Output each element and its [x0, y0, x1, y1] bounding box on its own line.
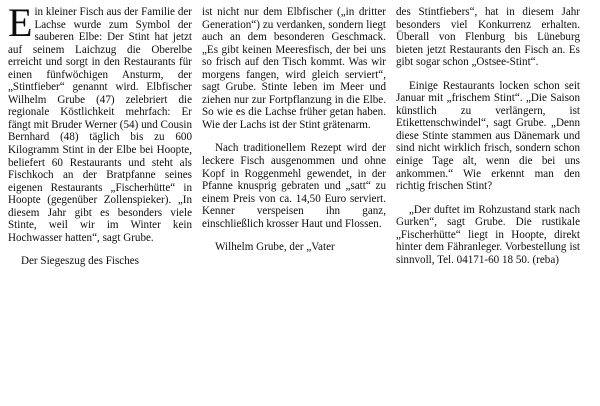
- article-paragraph: ist nicht nur dem Elbfischer („in dritter Generation“) zu verdanken, sondern liegt auch an dem besonderen Geschmack. „Es gibt keinen Meeresfisch, der bei uns so frisch auf den Tisch kommt. Was wir morgens fangen, wird gleich serviert“, sagt Grube. Stinte leben im Meer und ziehen nur zur Fortpflanzung in die Elbe. So wie es die Lachse früher getan haben. Wie der Lachs ist der Stint grätenarm.: [202, 6, 386, 131]
- article-paragraph: des Stintfiebers“, hat in diesem Jahr besonders viel Konkurrenz erhalten. Überall von Flenburg bis Lüneburg bieten jetzt Restaurants den Fisch an. Es gibt sogar schon „Ostsee-Stint“.: [396, 6, 580, 69]
- article-paragraph: Einige Restaurants locken schon seit Januar mit „frischem Stint“. „Die Saison künstlich zu verlängern, ist Etikettenschwindel“, sagt Grube. „Denn diese Stinte stammen aus Dänemark und sind nicht wirklich frisch, sondern schon einige Tage alt, wenn die bei uns ankommen.“ Wie erkennt man den richtig frischen Stint?: [396, 79, 580, 193]
- paragraph-spacer: [396, 69, 580, 80]
- paragraph-spacer: [396, 193, 580, 204]
- article-paragraph: Nach traditionellem Rezept wird der leckere Fisch ausgenommen und ohne Kopf in Roggenmehl gewendet, in der Pfanne knusprig gebraten und „satt“ zu einem Preis von ca. 14,50 Euro serviert. Kenner verspeisen ihn ganz, einschließlich krosser Haut und Flossen.: [202, 142, 386, 230]
- paragraph-spacer: [202, 230, 386, 241]
- article-column-1: [8, 0, 192, 402]
- article-paragraph: Der Siegeszug des Fisches: [21, 255, 140, 268]
- article-column-2: [202, 6, 386, 402]
- paragraph-spacer: [202, 131, 386, 142]
- article-columns: [8, 0, 592, 402]
- paragraph-spacer: [8, 244, 192, 255]
- article-paragraph: [8, 0, 192, 244]
- article-paragraph: „Der duftet im Rohzustand stark nach Gurken“, sagt Grube. Die rustikale „Fischerhütte“ liegt in Hoopte, direkt hinter dem Fähranleger. Vorbestellung ist sinnvoll, Tel. 04171-60 18 50. (reba): [396, 203, 580, 266]
- paragraph-text: in kleiner Fisch aus der Familie der Lachse wurde zum Symbol der sauberen Elbe: Der Stint hat jetzt auf seinem Laichzug die Oberelbe erreicht und sorgt in den Restaurants für einen fünfwöchigen Ansturm, der „Stintfieber“ genannt wird. Elbfischer Wilhelm Grube (47) zelebriert die regionale Köstlichkeit mehrfach: Er fängt mit Bruder Werner (54) und Cousin Bernhard (48) täglich bis zu 600 Kilogramm Stint in der Elbe bei Hoopte, beliefert 60 Restaurants und steht als Fischkoch an der Bratpfanne seines eigenen Restaurants „Fischerhütte“ in Hoopte (gegenüber Zollenspieker). „In diesem Jahr gibt es besonders viele Stinte, weil wir im Winter kein Hochwasser hatten“, sagt Grube.: [8, 6, 192, 244]
- article-column-3: [396, 6, 580, 402]
- article-paragraph: Wilhelm Grube, der „Vater: [215, 241, 335, 254]
- drop-cap-letter: E: [8, 0, 33, 45]
